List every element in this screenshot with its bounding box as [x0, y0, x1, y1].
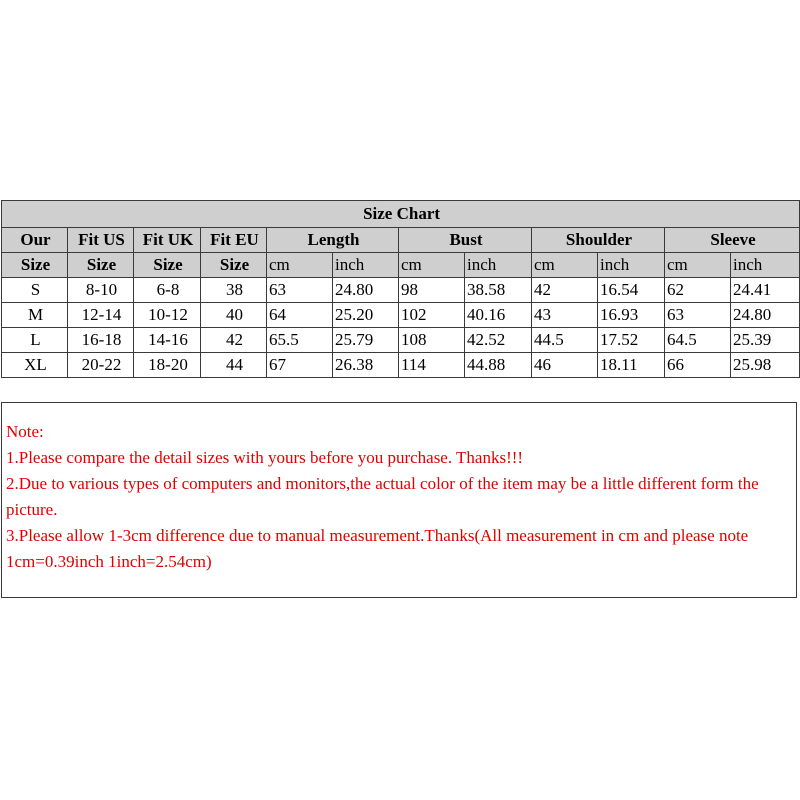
table-cell: 44 [201, 353, 267, 378]
table-cell: 64 [267, 303, 333, 328]
table-cell: 98 [399, 278, 465, 303]
header-fit-uk: Fit UK [134, 228, 201, 253]
unit-shoulder-cm: cm [532, 253, 598, 278]
header-shoulder: Shoulder [532, 228, 665, 253]
note-line-2: 2.Due to various types of computers and monitors,the actual color of the item may be a little different form the picture. [6, 474, 759, 519]
table-cell: 18-20 [134, 353, 201, 378]
table-cell: 24.80 [333, 278, 399, 303]
header-row-1 [2, 228, 800, 253]
table-cell: 6-8 [134, 278, 201, 303]
unit-bust-inch: inch [465, 253, 532, 278]
table-row [2, 328, 800, 353]
header-row-2 [2, 253, 800, 278]
table-title: Size Chart [2, 201, 800, 228]
table-cell: 25.20 [333, 303, 399, 328]
header-length: Length [267, 228, 399, 253]
table-cell: 44.88 [465, 353, 532, 378]
table-cell: 62 [665, 278, 731, 303]
table-cell: 63 [267, 278, 333, 303]
header-fit-eu: Fit EU [201, 228, 267, 253]
table-cell: 46 [532, 353, 598, 378]
header-sleeve: Sleeve [665, 228, 800, 253]
table-cell: 25.79 [333, 328, 399, 353]
table-cell: 16-18 [68, 328, 134, 353]
table-cell: 24.80 [731, 303, 800, 328]
table-cell: M [2, 303, 68, 328]
table-cell: 63 [665, 303, 731, 328]
header-fit-us: Fit US [68, 228, 134, 253]
header-fit-uk-size: Size [134, 253, 201, 278]
table-row [2, 303, 800, 328]
table-cell: 114 [399, 353, 465, 378]
table-cell: 43 [532, 303, 598, 328]
size-chart-table [1, 200, 800, 378]
header-fit-us-size: Size [68, 253, 134, 278]
table-cell: 12-14 [68, 303, 134, 328]
table-row [2, 278, 800, 303]
table-cell: 16.54 [598, 278, 665, 303]
note-box [1, 402, 797, 598]
header-fit-eu-size: Size [201, 253, 267, 278]
unit-sleeve-cm: cm [665, 253, 731, 278]
table-cell: 102 [399, 303, 465, 328]
header-our: Our [2, 228, 68, 253]
table-cell: L [2, 328, 68, 353]
table-cell: 38 [201, 278, 267, 303]
table-cell: 8-10 [68, 278, 134, 303]
table-cell: 40 [201, 303, 267, 328]
table-cell: 14-16 [134, 328, 201, 353]
table-cell: 64.5 [665, 328, 731, 353]
table-cell: 25.39 [731, 328, 800, 353]
table-cell: 16.93 [598, 303, 665, 328]
table-cell: 65.5 [267, 328, 333, 353]
table-cell: 42 [532, 278, 598, 303]
header-bust: Bust [399, 228, 532, 253]
table-cell: XL [2, 353, 68, 378]
note-heading: Note: [6, 422, 44, 441]
unit-length-inch: inch [333, 253, 399, 278]
unit-sleeve-inch: inch [731, 253, 800, 278]
table-cell: 44.5 [532, 328, 598, 353]
table-cell: 24.41 [731, 278, 800, 303]
unit-length-cm: cm [267, 253, 333, 278]
table-cell: 66 [665, 353, 731, 378]
table-cell: 17.52 [598, 328, 665, 353]
table-cell: 25.98 [731, 353, 800, 378]
unit-bust-cm: cm [399, 253, 465, 278]
table-cell: 40.16 [465, 303, 532, 328]
note-line-1: 1.Please compare the detail sizes with yours before you purchase. Thanks!!! [6, 448, 524, 467]
unit-shoulder-inch: inch [598, 253, 665, 278]
table-cell: 108 [399, 328, 465, 353]
table-cell: 42.52 [465, 328, 532, 353]
table-cell: S [2, 278, 68, 303]
table-row [2, 353, 800, 378]
table-cell: 67 [267, 353, 333, 378]
note-line-3: 3.Please allow 1-3cm difference due to manual measurement.Thanks(All measurement in cm and please note 1cm=0.39inch 1inch=2.54cm) [6, 526, 749, 571]
table-cell: 26.38 [333, 353, 399, 378]
table-cell: 10-12 [134, 303, 201, 328]
header-our-size: Size [2, 253, 68, 278]
table-cell: 42 [201, 328, 267, 353]
table-cell: 20-22 [68, 353, 134, 378]
table-cell: 38.58 [465, 278, 532, 303]
table-cell: 18.11 [598, 353, 665, 378]
title-row [2, 201, 800, 228]
